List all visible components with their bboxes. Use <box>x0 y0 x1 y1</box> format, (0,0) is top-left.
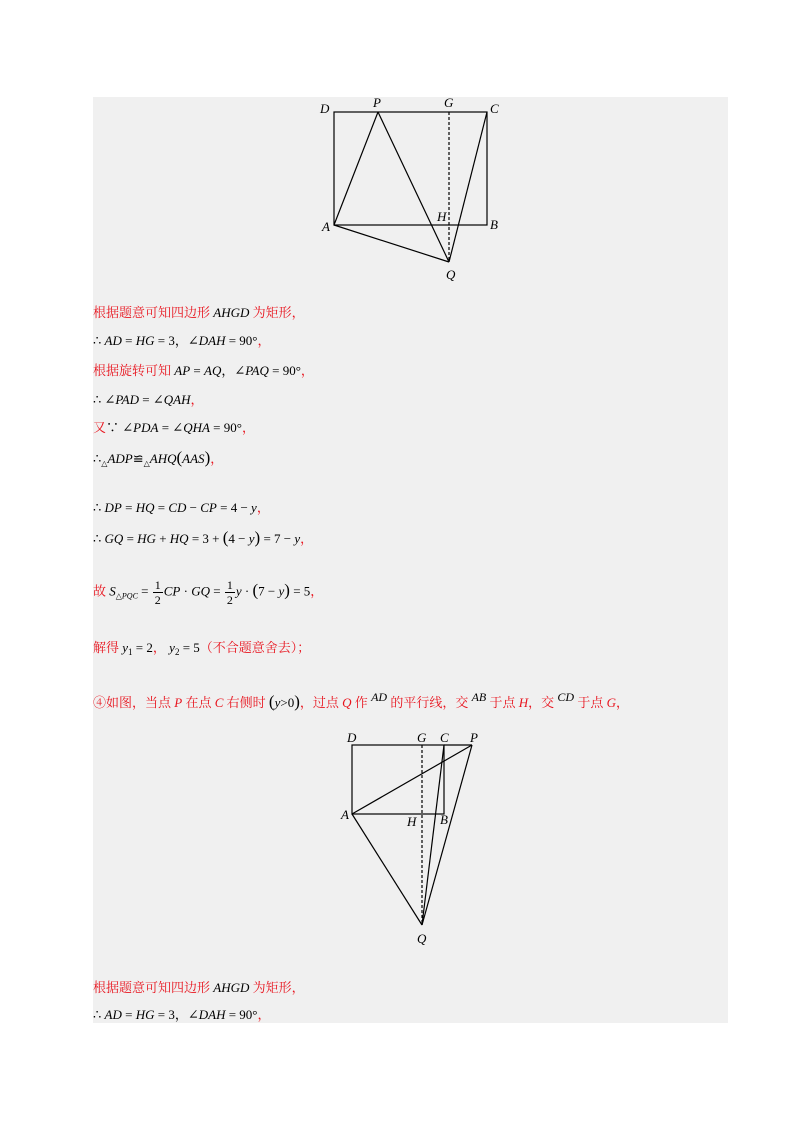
label-h: H <box>407 814 417 829</box>
text-line-4: ∴ ∠PAD = ∠QAH， <box>93 392 204 407</box>
label-c: C <box>440 730 449 745</box>
text-line-7: ∴ DP = HQ = CD − CP = 4 − y， <box>93 500 270 515</box>
label-b: B <box>440 812 448 827</box>
segment-aq <box>352 814 422 925</box>
label-d: D <box>320 101 330 116</box>
label-q: Q <box>417 931 427 946</box>
rectangle-abcd <box>352 745 444 814</box>
text-line-3: 根据旋转可知 AP = AQ，∠PAQ = 90°， <box>93 363 314 378</box>
label-b: B <box>490 217 498 232</box>
label-p: P <box>373 95 381 110</box>
segment-cq <box>449 112 487 262</box>
segment-aq <box>334 225 449 262</box>
rectangle-abcd <box>334 112 487 225</box>
text-line-12: 根据题意可知四边形 AHGD 为矩形， <box>93 980 305 995</box>
text-line-11: ④如图，当点 P 在点 C 右侧时 (y>0)，过点 Q 作 AD 的平行线，交 AB 于点 H，交 CD 于点 G， <box>93 690 630 711</box>
label-q: Q <box>446 267 456 282</box>
label-d: D <box>347 730 357 745</box>
text-line-8: ∴ GQ = HG + HQ = 3 + (4 − y) = 7 − y， <box>93 528 314 547</box>
text-line-9: 故 $S_{\triangle PQC}$ = $\frac{1}{2}$ CP · GQ = $\frac{1}{2}$ y · (7 − y) = 5， <box>93 578 324 607</box>
label-g: G <box>444 95 454 110</box>
geometry-figure-1 <box>315 95 515 285</box>
text-line-10: 解得 $y_1 = 2$， $y_2 = 5$（不合题意舍去）； <box>93 640 311 657</box>
label-p: P <box>470 730 478 745</box>
text-line-5: 又∵ ∠PDA = ∠QHA = 90°， <box>93 420 255 435</box>
text-line-6: $\therefore_\triangle ADP≌_\triangle AHQ(AAS)$， <box>93 448 224 468</box>
segment-pq <box>378 112 449 262</box>
segment-ap <box>334 112 378 225</box>
label-g: G <box>417 730 427 745</box>
segment-pq <box>422 745 472 925</box>
label-a: A <box>322 219 330 234</box>
text-line-2: ∴ AD = HG = 3，∠DAH = 90°， <box>93 333 271 348</box>
segment-ap <box>352 745 472 814</box>
geometry-figure-2 <box>333 723 503 953</box>
label-h: H <box>437 209 447 224</box>
text-line-13: ∴ AD = HG = 3，∠DAH = 90°， <box>93 1007 271 1022</box>
label-a: A <box>341 807 349 822</box>
label-c: C <box>490 101 499 116</box>
text-line-1: 根据题意可知四边形 AHGD 为矩形， <box>93 305 305 320</box>
